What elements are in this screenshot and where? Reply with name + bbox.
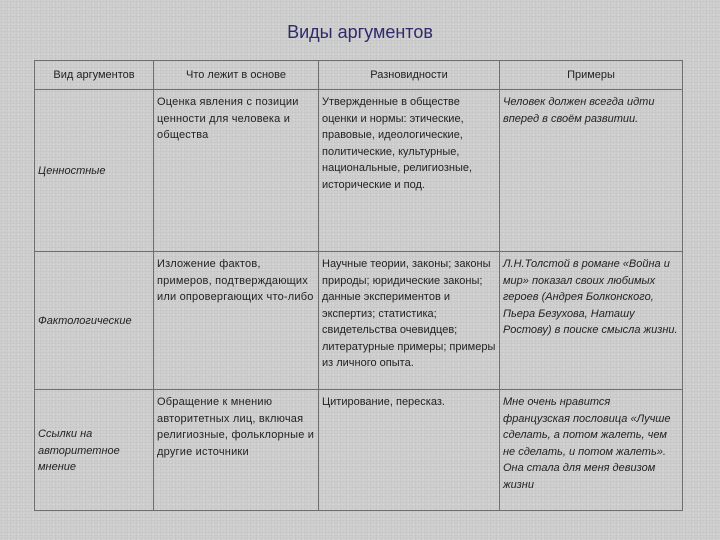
header-type: Вид аргументов xyxy=(35,61,154,90)
table-row xyxy=(35,90,683,252)
argument-basis: Обращение к мнению авторитетных лиц, включая религиозные, фольклорные и другие источники xyxy=(154,390,319,511)
table-header-row xyxy=(35,61,683,90)
header-basis: Что лежит в основе xyxy=(154,61,319,90)
argument-kinds: Цитирование, пересказ. xyxy=(319,390,500,511)
table-row xyxy=(35,252,683,390)
argument-basis: Изложение фактов, примеров, подтверждающих или опровергающих что-либо xyxy=(154,252,319,390)
argument-examples: Человек должен всегда идти вперед в своём развитии. xyxy=(500,90,683,252)
argument-examples: Л.Н.Толстой в романе «Война и мир» показал своих любимых героев (Андрея Болконского, Пьера Безухова, Наташу Ростову) в поиске смысла жизни. xyxy=(500,252,683,390)
argument-examples: Мне очень нравится французская пословица «Лучше сделать, а потом жалеть, чем не сделать, и потом жалеть». Она стала для меня девизом жизни xyxy=(500,390,683,511)
argument-type: Ценностные xyxy=(35,90,154,252)
argument-type: Ссылки на авторитетное мнение xyxy=(35,390,154,511)
table-row xyxy=(35,390,683,511)
header-kinds: Разновидности xyxy=(319,61,500,90)
argument-type: Фактологические xyxy=(35,252,154,390)
page-title: Виды аргументов xyxy=(287,22,433,42)
argument-basis: Оценка явления с позиции ценности для человека и общества xyxy=(154,90,319,252)
arguments-table xyxy=(34,60,683,511)
argument-kinds: Утвержденные в обществе оценки и нормы: этические, правовые, идеологические, политические, культурные, национальные, религиозные, исторические и под. xyxy=(319,90,500,252)
argument-kinds: Научные теории, законы; законы природы; юридические законы; данные экспериментов и экспертиз; статистика; свидетельства очевидцев; литературные примеры; примеры из личного опыта. xyxy=(319,252,500,390)
header-examples: Примеры xyxy=(500,61,683,90)
